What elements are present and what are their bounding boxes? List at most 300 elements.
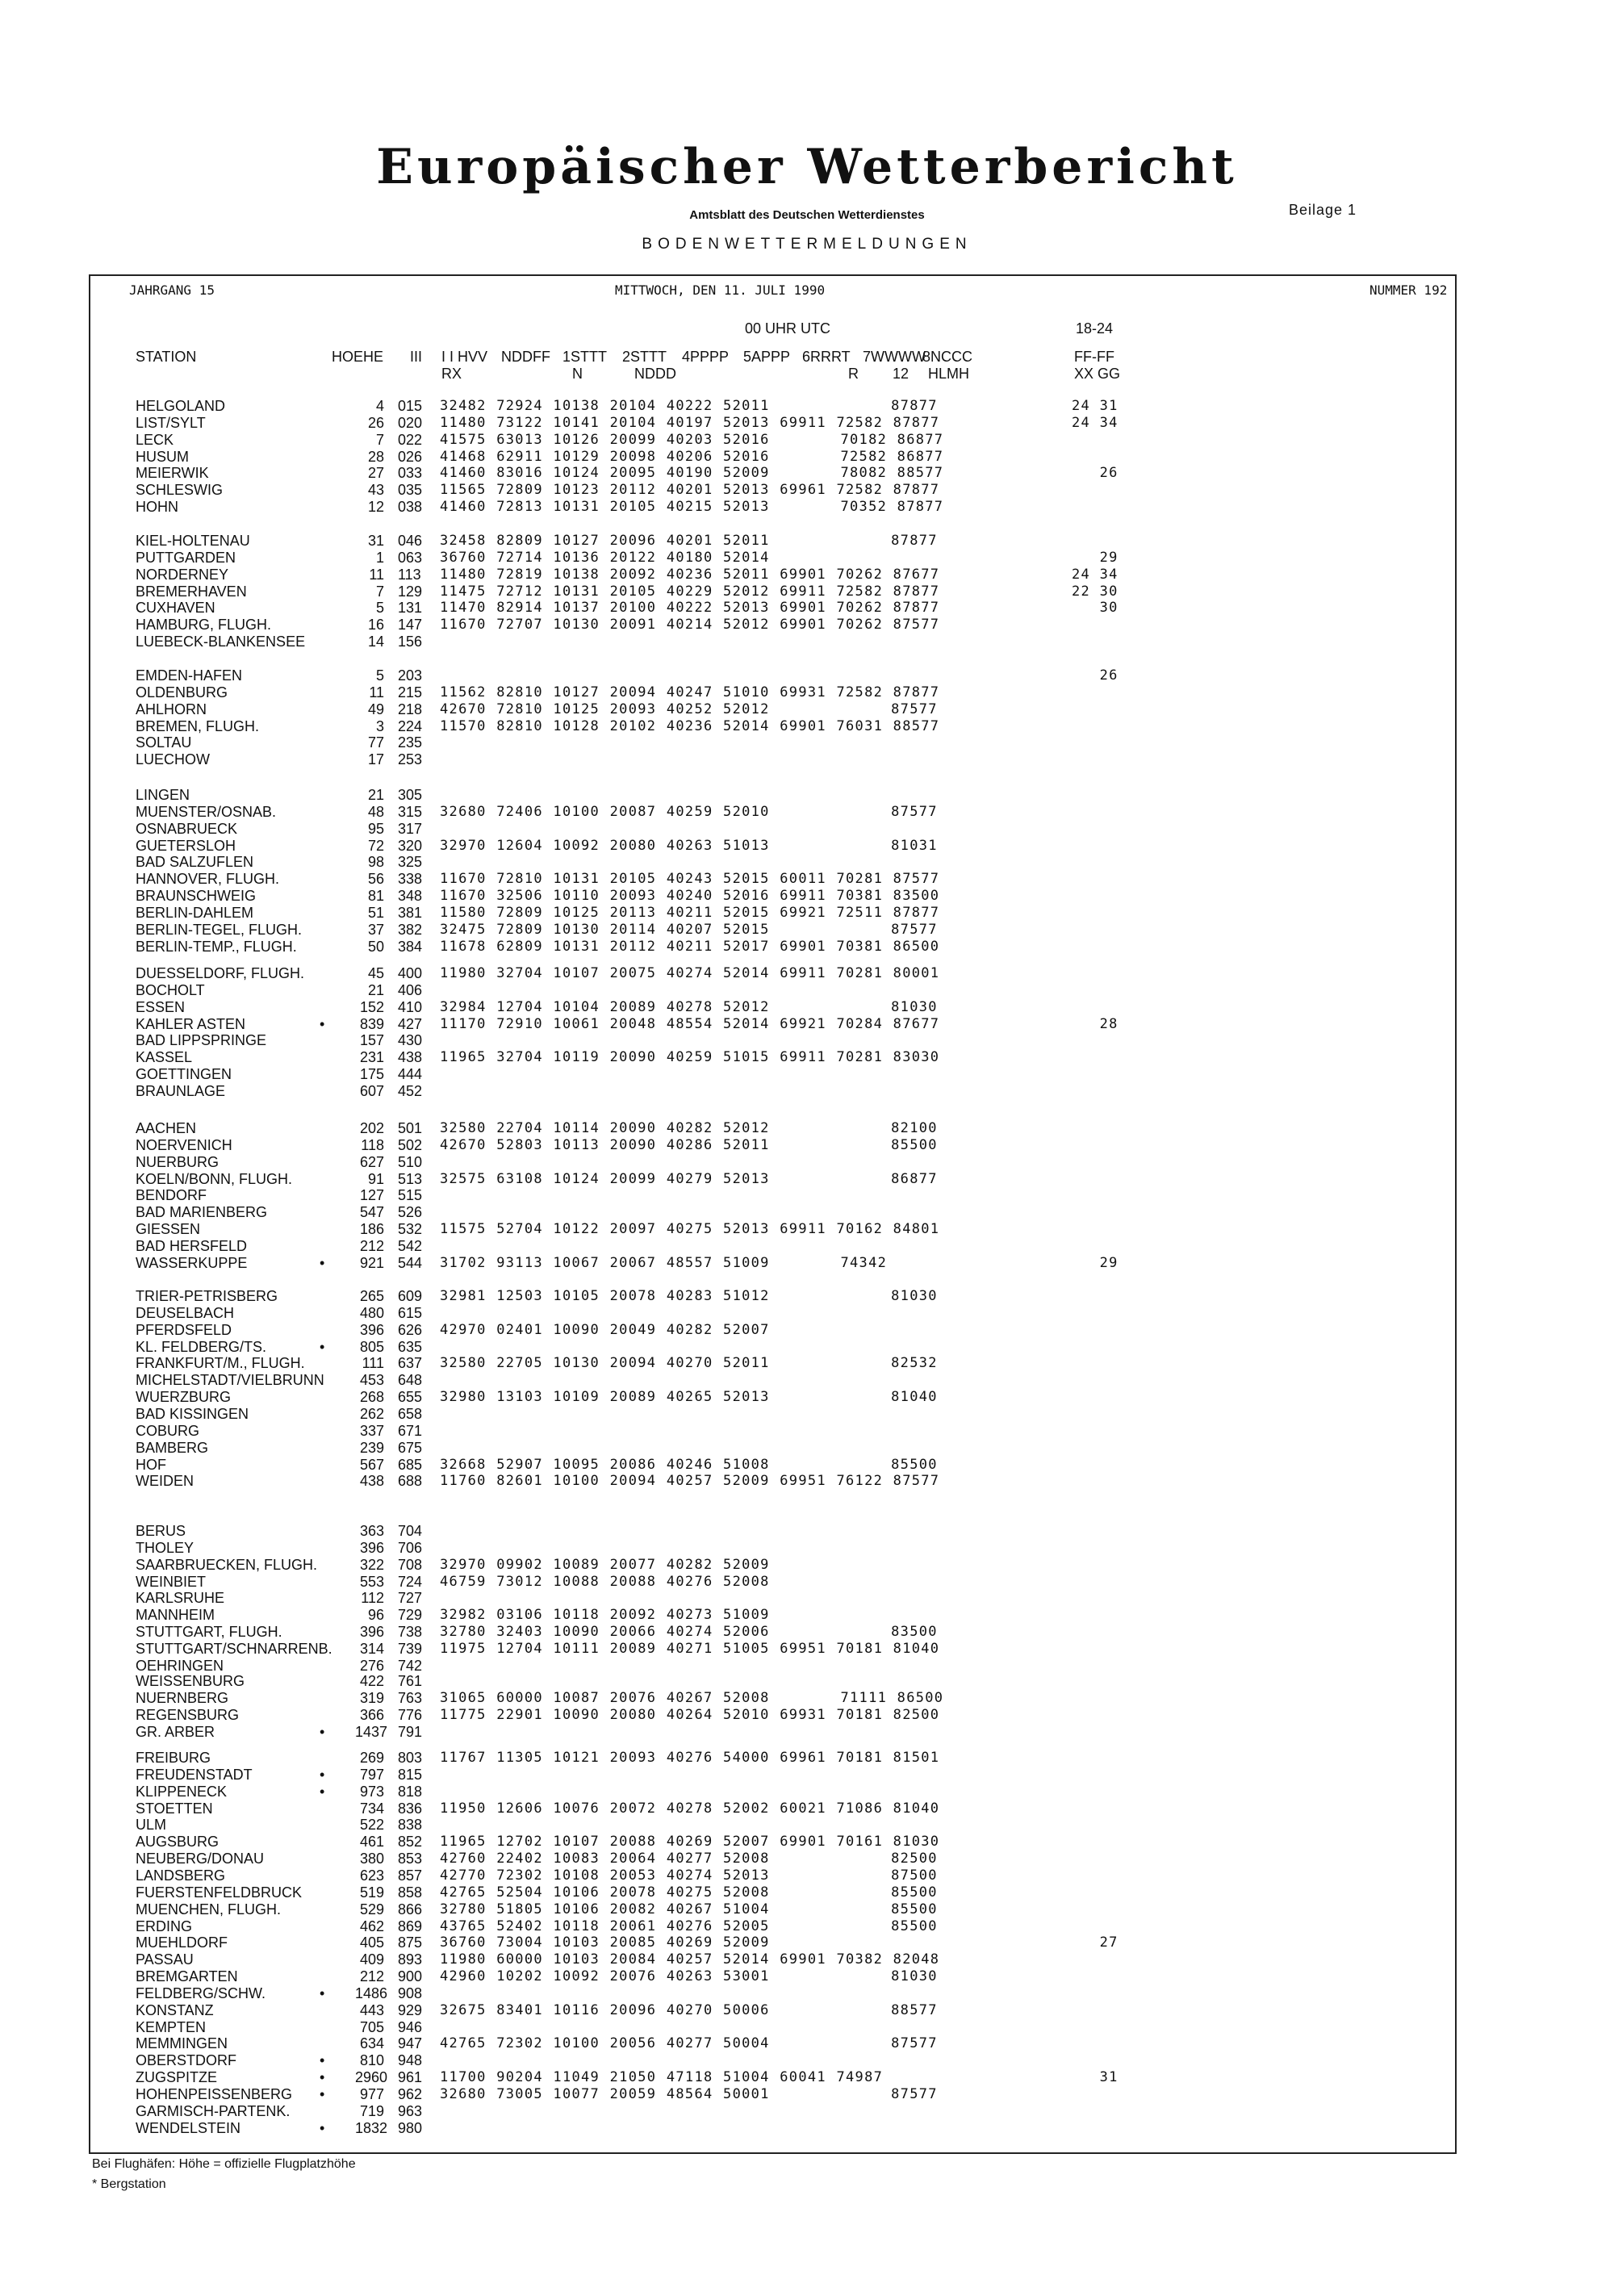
station-height: 48 [367,803,384,820]
station-height: 973 [359,1783,384,1800]
station-height: 276 [359,1657,384,1674]
observation-groups: 42960 10202 10092 20076 40263 53001 81030 [440,1968,938,1985]
mountain-mark: • [320,1254,325,1271]
table-row [0,1120,1614,1137]
table-row [0,1800,1614,1817]
station-id: 727 [398,1590,423,1607]
station-height: 262 [359,1406,384,1422]
observation-groups: 11670 72810 10131 20105 40243 52015 60011 70281 87577 [440,871,940,888]
table-row [0,1154,1614,1171]
observation-groups: 11480 72819 10138 20092 40236 52011 69901 70262 87677 [440,566,940,583]
mountain-mark: • [320,2086,325,2102]
col-hlmh: HLMH [928,366,970,382]
table-row [0,1339,1614,1356]
table-row [0,398,1614,415]
col-4pppp: 4PPPP [682,349,730,365]
observation-groups: 32982 03106 10118 20092 40273 51009 [440,1607,770,1624]
station-height: 522 [359,1817,384,1834]
wind-gusts: 24 31 [1072,398,1119,414]
table-row [0,567,1614,583]
station-id: 063 [398,549,423,566]
table-row [0,1557,1614,1574]
station-name: BREMERHAVEN [136,583,247,600]
station-id: 658 [398,1406,423,1422]
table-row [0,432,1614,449]
station-id: 544 [398,1254,423,1271]
station-id: 761 [398,1673,423,1689]
station-height: 112 [361,1590,384,1607]
station-id: 685 [398,1456,423,1473]
station-name: BAD KISSINGEN [136,1406,249,1422]
wind-gusts: 27 [1072,1934,1119,1951]
table-row [0,1423,1614,1440]
station-height: 519 [359,1884,384,1901]
station-height: 17 [367,751,384,768]
wind-gusts: 30 [1072,600,1119,617]
station-id: 147 [398,617,423,634]
table-row [0,1440,1614,1457]
observation-groups: 11480 73122 10141 20104 40197 52013 69911 72582 87877 [440,414,940,431]
observation-groups: 11975 12704 10111 20089 40271 51005 69951 70181 81040 [440,1641,940,1657]
station-id: 015 [398,398,423,414]
col-nddff: NDDFF [501,349,550,365]
table-row [0,667,1614,684]
station-height: 14 [367,634,384,650]
page-title: Europäischer Wetterbericht [376,139,1238,195]
observation-groups: 11470 82914 10137 20100 40222 52013 69901 70262 87877 [440,600,940,617]
table-row [0,465,1614,482]
observation-groups: 11170 72910 10061 20048 48554 52014 69921 70284 87677 [440,1015,940,1032]
col-nddd: NDDD [634,366,676,382]
table-row [0,718,1614,735]
wind-gusts: 26 [1072,465,1119,482]
station-name: BERLIN-TEGEL, FLUGH. [136,921,303,938]
wind-gusts: 29 [1072,549,1119,566]
mountain-mark: • [320,1723,325,1740]
station-height: 438 [359,1473,384,1490]
station-name: SCHLESWIG [136,482,224,499]
table-row [0,1288,1614,1305]
station-id: 900 [398,1968,423,1985]
station-height: 797 [359,1766,384,1783]
observation-groups: 11570 82810 10128 20102 40236 52014 69901 76031 88577 [440,717,940,734]
table-row [0,1968,1614,1985]
station-id: 948 [398,2052,423,2069]
station-name: THOLEY [136,1539,194,1556]
mountain-mark: • [320,1783,325,1800]
table-row [0,684,1614,701]
station-id: 609 [398,1288,423,1304]
col-rx: RX [441,366,462,382]
station-height: 11 [369,684,384,701]
station-name: BERUS [136,1523,186,1539]
nummer-label: NUMMER 192 [1369,282,1448,298]
table-row [0,871,1614,888]
station-height: 212 [359,1968,384,1985]
station-height: 319 [359,1689,384,1706]
station-name: ERDING [136,1918,193,1934]
station-name: MUENSTER/OSNAB. [136,803,277,820]
table-row [0,1457,1614,1474]
section-title: BODENWETTERMELDUNGEN [642,236,972,253]
station-height: 839 [359,1015,384,1032]
table-row [0,617,1614,634]
station-id: 020 [398,414,423,431]
station-height: 409 [359,1951,384,1968]
station-height: 50 [367,938,384,955]
station-id: 348 [398,888,423,905]
station-name: GIESSEN [136,1221,201,1238]
observation-groups: 11562 82810 10127 20094 40247 51010 69931 72582 87877 [440,684,940,701]
station-height: 461 [359,1834,384,1851]
station-name: KONSTANZ [136,2001,214,2018]
station-id: 836 [398,1800,423,1817]
station-id: 742 [398,1657,423,1674]
station-name: ULM [136,1817,167,1834]
station-name: DUESSELDORF, FLUGH. [136,965,305,981]
station-height: 805 [359,1338,384,1355]
station-id: 803 [398,1750,423,1766]
table-row [0,1355,1614,1372]
station-id: 315 [398,803,423,820]
station-id: 857 [398,1867,423,1884]
observation-groups: 41460 72813 10131 20105 40215 52013 70352 87877 [440,499,944,516]
station-height: 705 [359,2018,384,2035]
station-id: 515 [398,1187,423,1204]
observation-groups: 11965 12702 10107 20088 40269 52007 69901 70161 81030 [440,1834,940,1851]
station-id: 818 [398,1783,423,1800]
station-name: HAMBURG, FLUGH. [136,617,272,634]
observation-groups: 32984 12704 10104 20089 40278 52012 81030 [440,998,938,1015]
footnote-mountain: * Bergstation [92,2177,166,2191]
station-name: ESSEN [136,998,186,1015]
station-name: NOERVENICH [136,1136,232,1153]
station-name: FREIBURG [136,1750,211,1766]
station-name: KAHLER ASTEN [136,1015,246,1032]
station-id: 724 [398,1573,423,1590]
station-height: 567 [359,1456,384,1473]
station-name: KLIPPENECK [136,1783,228,1800]
table-row [0,734,1614,751]
table-row [0,1867,1614,1884]
station-name: HELGOLAND [136,398,226,414]
station-name: KOELN/BONN, FLUGH. [136,1170,293,1187]
station-name: KARLSRUHE [136,1590,225,1607]
station-name: BREMEN, FLUGH. [136,717,260,734]
station-name: BREMGARTEN [136,1968,238,1985]
mountain-mark: • [320,2052,325,2069]
observation-groups: 11965 32704 10119 20090 40259 51015 69911 70281 83030 [440,1049,940,1066]
observation-groups: 32668 52907 10095 20086 40246 51008 85500 [440,1456,938,1473]
station-id: 866 [398,1901,423,1918]
station-name: HOF [136,1456,166,1473]
station-id: 444 [398,1066,423,1083]
station-height: 422 [359,1673,384,1689]
station-height: 127 [359,1187,384,1204]
station-height: 529 [359,1901,384,1918]
station-name: OLDENBURG [136,684,228,701]
table-row [0,854,1614,871]
mountain-mark: • [320,2069,325,2086]
station-id: 655 [398,1389,423,1406]
station-id: 908 [398,1984,423,2001]
observation-groups: 32981 12503 10105 20078 40283 51012 81030 [440,1288,938,1304]
station-height: 21 [367,981,384,998]
observation-groups: 32680 72406 10100 20087 40259 52010 87577 [440,803,938,820]
station-height: 4 [375,398,384,414]
station-name: BAD HERSFELD [136,1238,248,1254]
station-id: 708 [398,1556,423,1573]
subtitle: Amtsblatt des Deutschen Wetterdienstes [689,208,925,222]
station-id: 384 [398,938,423,955]
table-row [0,1607,1614,1624]
station-id: 382 [398,921,423,938]
station-name: SAARBRUECKEN, FLUGH. [136,1556,318,1573]
observation-groups: 42770 72302 10108 20053 40274 52013 87500 [440,1867,938,1884]
station-id: 532 [398,1221,423,1238]
period-label: 18-24 [1076,320,1114,337]
station-id: 946 [398,2018,423,2035]
station-id: 410 [398,998,423,1015]
table-row [0,1523,1614,1540]
observation-groups: 11575 52704 10122 20097 40275 52013 69911 70162 84801 [440,1221,940,1238]
station-height: 212 [359,1238,384,1254]
mountain-mark: • [320,1984,325,2001]
station-name: BERLIN-DAHLEM [136,905,254,921]
station-name: STUTTGART/SCHNARRENB. [136,1641,332,1657]
station-height: 98 [367,854,384,871]
table-row [0,1985,1614,2002]
station-name: BOCHOLT [136,981,205,998]
table-row [0,1707,1614,1724]
col-7wwww: 7WWWW [863,349,926,365]
table-row [0,1673,1614,1690]
observation-groups: 11700 90204 11049 21050 47118 51004 60041 74987 [440,2069,884,2086]
station-name: BAMBERG [136,1439,209,1456]
station-height: 1486 [355,1984,388,2001]
station-height: 28 [367,448,384,465]
station-height: 734 [359,1800,384,1817]
col-iii: III [410,349,423,365]
station-height: 3 [375,717,384,734]
observation-groups: 42670 72810 10125 20093 40252 52012 87577 [440,701,938,717]
station-id: 852 [398,1834,423,1851]
station-name: WEIDEN [136,1473,194,1490]
station-name: LINGEN [136,787,190,803]
table-row [0,1137,1614,1154]
station-height: 265 [359,1288,384,1304]
col-ffff: FF-FF [1074,349,1114,365]
station-height: 96 [367,1607,384,1624]
station-name: GOETTINGEN [136,1066,232,1083]
station-id: 501 [398,1120,423,1136]
station-height: 202 [359,1120,384,1136]
station-height: 921 [359,1254,384,1271]
station-height: 37 [367,921,384,938]
col-hoehe: HOEHE [332,349,384,365]
station-height: 634 [359,2035,384,2052]
mountain-mark: • [320,2119,325,2136]
station-height: 5 [375,600,384,617]
observation-groups: 32680 73005 10077 20059 48564 50001 87577 [440,2086,938,2102]
table-row [0,1049,1614,1066]
station-id: 452 [398,1083,423,1099]
station-id: 224 [398,717,423,734]
wind-gusts: 26 [1072,667,1119,684]
station-name: MUENCHEN, FLUGH. [136,1901,282,1918]
wind-gusts: 28 [1072,1015,1119,1032]
table-row [0,1784,1614,1800]
station-id: 502 [398,1136,423,1153]
station-id: 022 [398,431,423,448]
mountain-mark: • [320,1338,325,1355]
table-row [0,1817,1614,1834]
station-name: KL. FELDBERG/TS. [136,1338,267,1355]
station-height: 1 [375,549,384,566]
station-height: 363 [359,1523,384,1539]
footnote-airport: Bei Flughäfen: Höhe = offizielle Flugplatzhöhe [92,2157,356,2171]
station-name: AACHEN [136,1120,197,1136]
station-height: 27 [367,465,384,482]
station-height: 49 [367,701,384,717]
station-id: 320 [398,837,423,854]
station-name: OSNABRUECK [136,820,238,837]
station-height: 12 [367,499,384,516]
station-name: NUERBURG [136,1153,220,1170]
observation-groups: 11678 62809 10131 20112 40211 52017 69901 70381 86500 [440,938,940,955]
station-height: 111 [362,1355,384,1372]
col-station: STATION [136,349,197,365]
station-id: 739 [398,1641,423,1657]
station-name: KASSEL [136,1049,193,1066]
station-id: 131 [398,600,423,617]
col-xxgg: XX GG [1074,366,1121,382]
table-row [0,1032,1614,1049]
observation-groups: 42760 22402 10083 20064 40277 52008 82500 [440,1851,938,1867]
table-row [0,2120,1614,2137]
station-id: 338 [398,871,423,888]
table-row [0,600,1614,617]
table-row [0,1658,1614,1675]
table-row [0,804,1614,821]
table-row [0,2002,1614,2019]
observation-groups: 41468 62911 10129 20098 40206 52016 72582 86877 [440,448,944,465]
station-id: 893 [398,1951,423,1968]
station-name: GARMISCH-PARTENK. [136,2102,291,2119]
station-name: MANNHEIM [136,1607,215,1624]
station-name: MUEHLDORF [136,1934,228,1951]
station-id: 235 [398,734,423,751]
station-name: KEMPTEN [136,2018,207,2035]
observation-groups: 32580 22705 10130 20094 40270 52011 82532 [440,1355,938,1372]
station-id: 305 [398,787,423,803]
table-row [0,982,1614,999]
station-name: LECK [136,431,174,448]
station-id: 961 [398,2069,423,2086]
station-id: 129 [398,583,423,600]
col-8nccc: 8NCCC [922,349,973,365]
observation-groups: 31065 60000 10087 20076 40267 52008 71111 86500 [440,1689,944,1706]
station-id: 675 [398,1439,423,1456]
observation-groups: 32475 72809 10130 20114 40207 52015 87577 [440,921,938,938]
station-id: 729 [398,1607,423,1624]
observation-groups: 42765 72302 10100 20056 40277 50004 87577 [440,2035,938,2052]
table-row [0,939,1614,956]
observation-groups: 32780 51805 10106 20082 40267 51004 85500 [440,1901,938,1918]
observation-groups: 32780 32403 10090 20066 40274 52006 83500 [440,1624,938,1641]
station-name: LANDSBERG [136,1867,226,1884]
station-height: 118 [361,1136,384,1153]
station-id: 325 [398,854,423,871]
station-id: 038 [398,499,423,516]
station-name: WEINBIET [136,1573,207,1590]
table-row [0,1238,1614,1255]
table-row [0,583,1614,600]
col-iihvv: I I HVV [441,349,488,365]
station-height: 380 [359,1851,384,1867]
observation-groups: 32580 22704 10114 20090 40282 52012 82100 [440,1120,938,1136]
station-height: 81 [367,888,384,905]
station-height: 719 [359,2102,384,2119]
station-height: 21 [367,787,384,803]
observation-groups: 31702 93113 10067 20067 48557 51009 74342 [440,1254,888,1271]
table-row [0,550,1614,567]
station-height: 1832 [355,2119,388,2136]
station-name: HOHENPEISSENBERG [136,2086,293,2102]
station-height: 547 [359,1204,384,1221]
station-name: PUTTGARDEN [136,549,236,566]
table-row [0,1750,1614,1767]
table-row [0,751,1614,768]
table-row [0,1305,1614,1322]
table-row [0,1574,1614,1591]
station-height: 396 [359,1321,384,1338]
station-height: 7 [375,431,384,448]
table-row [0,1834,1614,1851]
table-row [0,2052,1614,2069]
station-id: 929 [398,2001,423,2018]
station-height: 396 [359,1624,384,1641]
station-id: 635 [398,1338,423,1355]
station-id: 763 [398,1689,423,1706]
station-name: MEMMINGEN [136,2035,228,2052]
observation-groups: 11760 82601 10100 20094 40257 52009 69951 76122 87577 [440,1473,940,1490]
station-height: 405 [359,1934,384,1951]
table-row [0,1540,1614,1557]
station-name: WEISSENBURG [136,1673,245,1689]
station-name: WENDELSTEIN [136,2119,241,2136]
table-row [0,922,1614,939]
utc-label: 00 UHR UTC [745,320,831,337]
station-height: 314 [359,1641,384,1657]
station-name: LIST/SYLT [136,414,206,431]
observation-groups: 43765 52402 10118 20061 40276 52005 85500 [440,1918,938,1934]
table-row [0,2103,1614,2120]
col-5appp: 5APPP [743,349,791,365]
station-name: MEIERWIK [136,465,209,482]
station-name: WUERZBURG [136,1389,231,1406]
table-row [0,634,1614,650]
station-id: 218 [398,701,423,717]
station-id: 776 [398,1706,423,1723]
table-row [0,1204,1614,1221]
station-name: EMDEN-HAFEN [136,667,243,684]
observation-groups: 36760 72714 10136 20122 40180 52014 [440,549,770,566]
station-height: 977 [359,2086,384,2102]
station-id: 033 [398,465,423,482]
station-id: 688 [398,1473,423,1490]
station-height: 72 [367,837,384,854]
